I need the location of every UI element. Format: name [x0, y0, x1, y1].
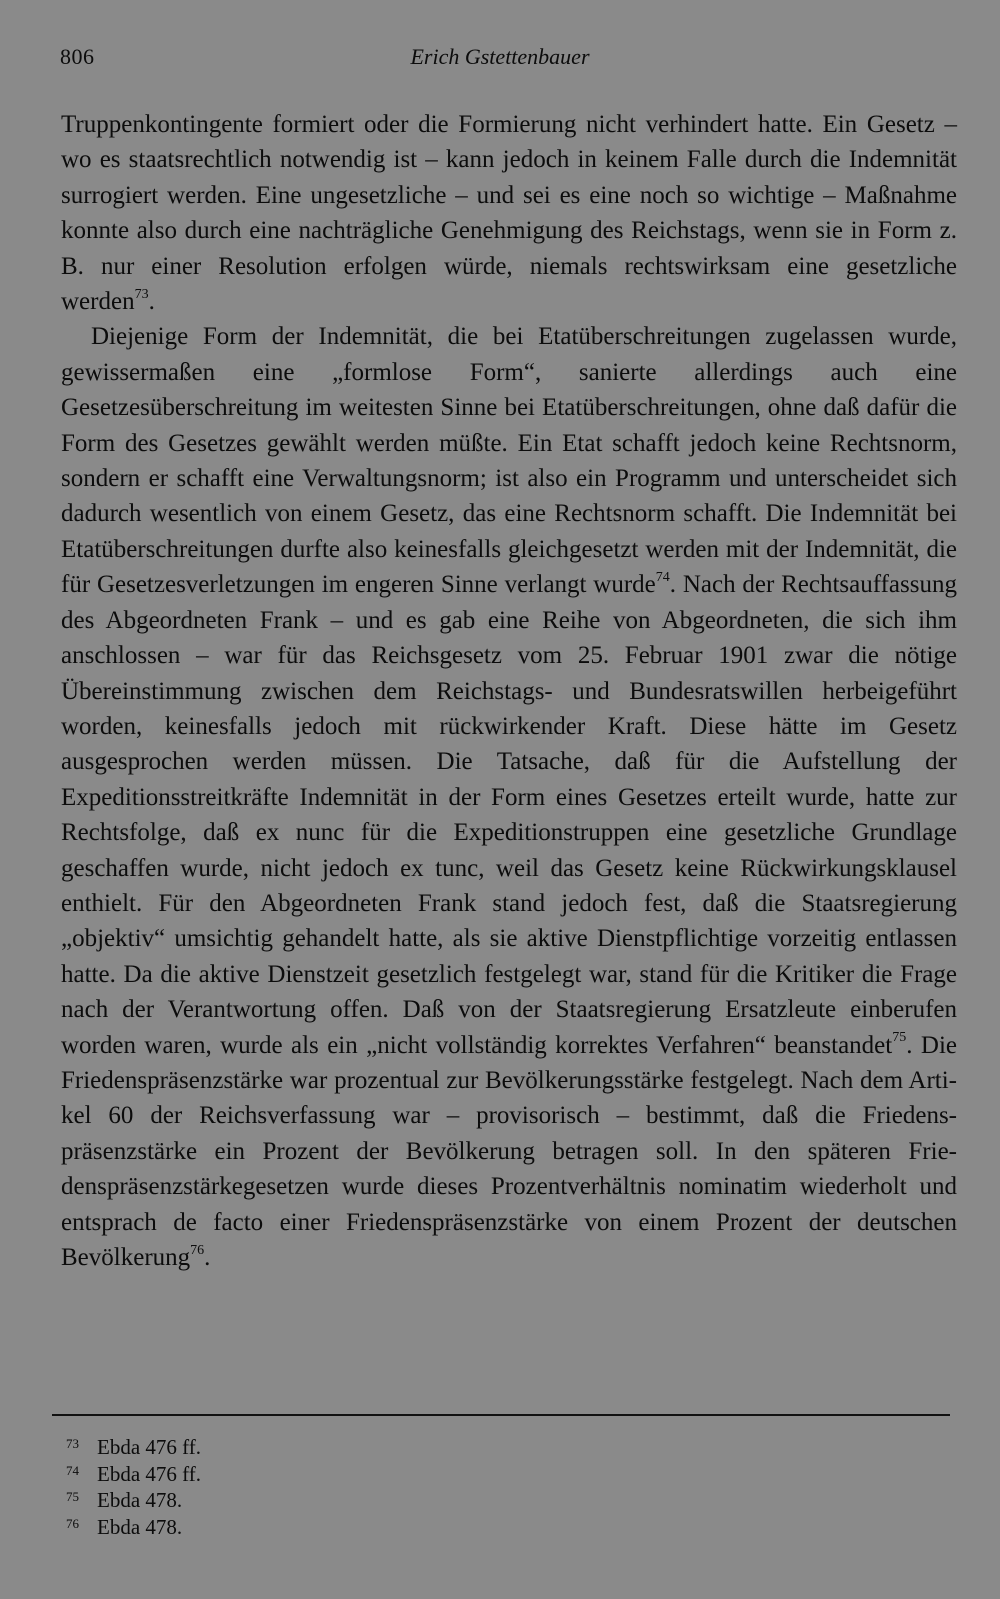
- footnote-text: Ebda 478.: [97, 1514, 183, 1539]
- footnote-separator: [52, 1414, 950, 1416]
- footnote-text: Ebda 478.: [97, 1488, 183, 1512]
- footnote-number: 73: [66, 1436, 79, 1451]
- footnote-text: Ebda 476 ff.: [97, 1461, 202, 1486]
- footnote-ref-75: 75: [892, 1030, 907, 1046]
- footnote-text: Ebda 476 ff.: [97, 1435, 202, 1459]
- paragraph-2-text-c: . Die Friedenspräsenzstärke war prozentual zur Bevölkerungsstärke festgelegt. Nach dem Artikel 60 der Reichsverfassung war – provisorisch – bestimmt, daß die Friedenspräsenzstärke ein Prozent der Bevölkerung betragen soll. In den späteren Friedenspräsenzstärkegesetzen wurde dieses Prozentverhältnis nominatim wiederholt und entsprach de facto einer Friedenspräsenzstärke von einem Prozent der deutschen Bevölkerung: [61, 1031, 957, 1271]
- paragraph-2: [61, 319, 957, 1275]
- paragraph-2-text-a: Diejenige Form der Indemnität, die bei Etatüberschreitungen zugelassen wurde, gewissermaßen eine „formlose Form“, sanierte allerdings auch eine Gesetzesüberschreitung im weitesten Sinne bei Etatüberschreitungen, ohne daß dafür die Form des Gesetzes gewählt werden müßte. Ein Etat schafft jedoch keine Rechtsnorm, sondern er schafft eine Verwaltungsnorm; ist also ein Programm und unterscheidet sich dadurch wesentlich von einem Gesetz, das eine Rechtsnorm schafft. Die Indemnität bei Etatüberschreitungen durfte also keinesfalls gleichgesetzt werden mit der Indemnität, die für Gesetzesverletzungen im engeren Sinne verlangt wurde: [61, 323, 957, 599]
- running-title: Erich Gstettenbauer: [410, 44, 590, 69]
- paragraph-1: [61, 107, 957, 319]
- paragraph-2-text-b: . Nach der Rechtsauffassung des Abgeordneten Frank – und es gab eine Reihe von Abgeordneten, die sich ihm anschlossen – war für das Reichsgesetz vom 25. Februar 1901 zwar die nötige Übereinstimmung zwischen dem Reichstags- und Bundesratswillen herbeigeführt worden, keinesfalls jedoch mit rückwirkender Kraft. Diese hätte im Gesetz ausgesprochen werden müssen. Die Tatsache, daß für die Aufstellung der Expeditionsstreitkräfte Indemnität in der Form eines Gesetzes erteilt wurde, hatte zur Rechtsfolge, daß ex nunc für die Expeditionstruppen eine gesetzliche Grundlage geschaffen wurde, nicht jedoch ex tunc, weil das Gesetz keine Rückwirkungsklausel enthielt. Für den Abgeordneten Frank stand jedoch fest, daß die Staatsregierung „objektiv“ umsichtig gehandelt hatte, als sie aktive Dienstpflichtige vorzeitig entlassen hatte. Da die aktive Dienstzeit gesetzlich festgelegt war, stand für die Kritiker die Frage nach der Verantwortung offen. Daß von der Staatsregierung Ersatzleute einberufen worden waren, wurde als ein „nicht vollständig korrektes Verfahren“ beanstandet: [61, 571, 957, 1059]
- paragraph-1-text: Truppenkontingente formiert oder die Formierung nicht verhindert hatte. Ein Gesetz – wo es staatsrechtlich notwendig ist – kann jedoch in keinem Falle durch die Indemnität surrogiert werden. Eine ungesetzliche – und sei es eine noch so wichtige – Maßnahme konnte also durch eine nachträgliche Genehmigung des Reichstags, wenn sie in Form z. B. nur einer Resolution erfolgen würde, niemals rechtswirksam eine gesetzliche werden: [61, 111, 957, 316]
- footnote-number: 76: [66, 1515, 79, 1531]
- footnote-ref-73: 73: [134, 286, 149, 302]
- footnotes: [66, 1434, 201, 1540]
- footnote-number: 74: [66, 1462, 79, 1478]
- page-number: 806: [60, 44, 95, 69]
- main-text: [61, 107, 957, 1275]
- footnote-ref-74: 74: [655, 569, 670, 585]
- footnote-ref-76: 76: [190, 1242, 205, 1258]
- footnote-number: 75: [66, 1489, 79, 1504]
- footnote-76: [66, 1514, 201, 1541]
- paragraph-1-end: .: [148, 288, 155, 316]
- paragraph-2-end: .: [204, 1244, 211, 1271]
